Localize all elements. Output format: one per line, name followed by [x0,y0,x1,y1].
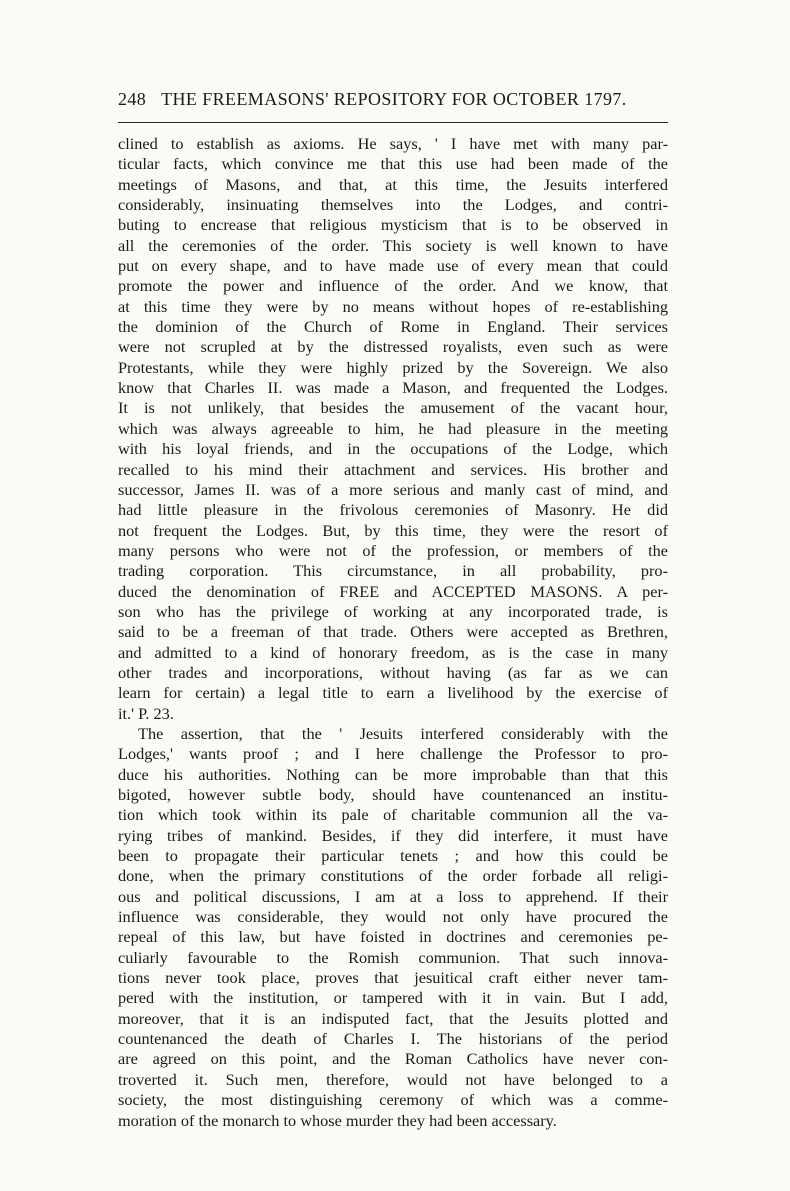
text-line: society, the most distinguishing ceremony of which was a comme- [118,1090,668,1110]
text-line: influence was considerable, they would not only have procured the [118,907,668,927]
text-line: repeal of this law, but have foisted in doctrines and ceremonies pe- [118,927,668,947]
body-text [118,134,668,1131]
text-line: troverted it. Such men, therefore, would not have belonged to a [118,1069,668,1089]
text-line: Protestants, while they were highly prized by the Sovereign. We also [118,357,668,377]
text-line: moreover, that it is an indisputed fact, that the Jesuits plotted and [118,1008,668,1028]
text-line: The assertion, that the ' Jesuits interfered considerably with the [138,723,668,743]
text-line: and admitted to a kind of honorary freedom, as is the case in many [118,642,668,662]
text-line: had little pleasure in the frivolous ceremonies of Masonry. He did [118,500,668,520]
text-line: been to propagate their particular tenets ; and how this could be [118,846,668,866]
text-line: the dominion of the Church of Rome in England. Their services [118,317,668,337]
text-line: culiarly favourable to the Romish communion. That such innova- [118,947,668,967]
text-line: said to be a freeman of that trade. Others were accepted as Brethren, [118,622,668,642]
text-line: which was always agreeable to him, he had pleasure in the meeting [118,418,668,438]
text-line: moration of the monarch to whose murder they had been accessary. [118,1110,557,1130]
text-line: trading corporation. This circumstance, in all probability, pro- [118,561,668,581]
text-line: at this time they were by no means without hopes of re-establishing [118,296,668,316]
text-line: tions never took place, proves that jesuitical craft either never tam- [118,968,668,988]
text-line: rying tribes of mankind. Besides, if they did interfere, it must have [118,825,668,845]
text-line: not frequent the Lodges. But, by this time, they were the resort of [118,520,668,540]
text-line: buting to encrease that religious mysticism that is to be observed in [118,215,668,235]
text-line: ticular facts, which convince me that this use had been made of the [118,154,668,174]
text-line: were not scrupled at by the distressed royalists, even such as were [118,337,668,357]
page-number: 248 [118,89,147,109]
text-line: put on every shape, and to have made use of every mean that could [118,256,668,276]
text-line: with his loyal friends, and in the occupations of the Lodge, which [118,439,668,459]
text-line: pered with the institution, or tampered with it in vain. But I add, [118,988,668,1008]
text-line: bigoted, however subtle body, should have countenanced an institu- [118,785,668,804]
text-line: done, when the primary constitutions of the order forbade all religi- [118,866,668,886]
text-line: recalled to his mind their attachment and services. His brother and [118,459,668,479]
text-line: son who has the privilege of working at any incorporated trade, is [118,601,668,621]
text-line: promote the power and influence of the order. And we know, that [118,276,668,296]
text-line: many persons who were not of the profession, or members of the [118,540,668,560]
text-line: It is not unlikely, that besides the amusement of the vacant hour, [118,398,668,418]
text-line: meetings of Masons, and that, at this time, the Jesuits interfered [118,174,668,194]
header-rule [118,122,668,123]
text-line: tion which took within its pale of charitable communion all the va- [118,805,668,825]
text-line: it.' P. 23. [118,703,174,723]
running-header [118,89,668,115]
text-line: ous and political discussions, I am at a loss to apprehend. If their [118,886,668,906]
text-line: clined to establish as axioms. He says, ' I have met with many par- [118,134,668,153]
text-line: Lodges,' wants proof ; and I here challenge the Professor to pro- [118,744,668,764]
running-title: THE FREEMASONS' REPOSITORY FOR OCTOBER 1797. [161,89,627,109]
text-line: learn for certain) a legal title to earn a livelihood by the exercise of [118,683,668,703]
text-line: are agreed on this point, and the Roman Catholics have never con- [118,1049,668,1069]
text-line: duce his authorities. Nothing can be more improbable than that this [118,764,668,784]
text-line: countenanced the death of Charles I. The historians of the period [118,1029,668,1049]
text-line: know that Charles II. was made a Mason, and frequented the Lodges. [118,378,668,398]
text-line: considerably, insinuating themselves into the Lodges, and contri- [118,195,668,215]
text-line: other trades and incorporations, without having (as far as we can [118,662,668,682]
text-line: successor, James II. was of a more serious and manly cast of mind, and [118,479,668,499]
text-line: duced the denomination of FREE and ACCEPTED MASONS. A per- [118,581,668,601]
text-line: all the ceremonies of the order. This society is well known to have [118,235,668,255]
